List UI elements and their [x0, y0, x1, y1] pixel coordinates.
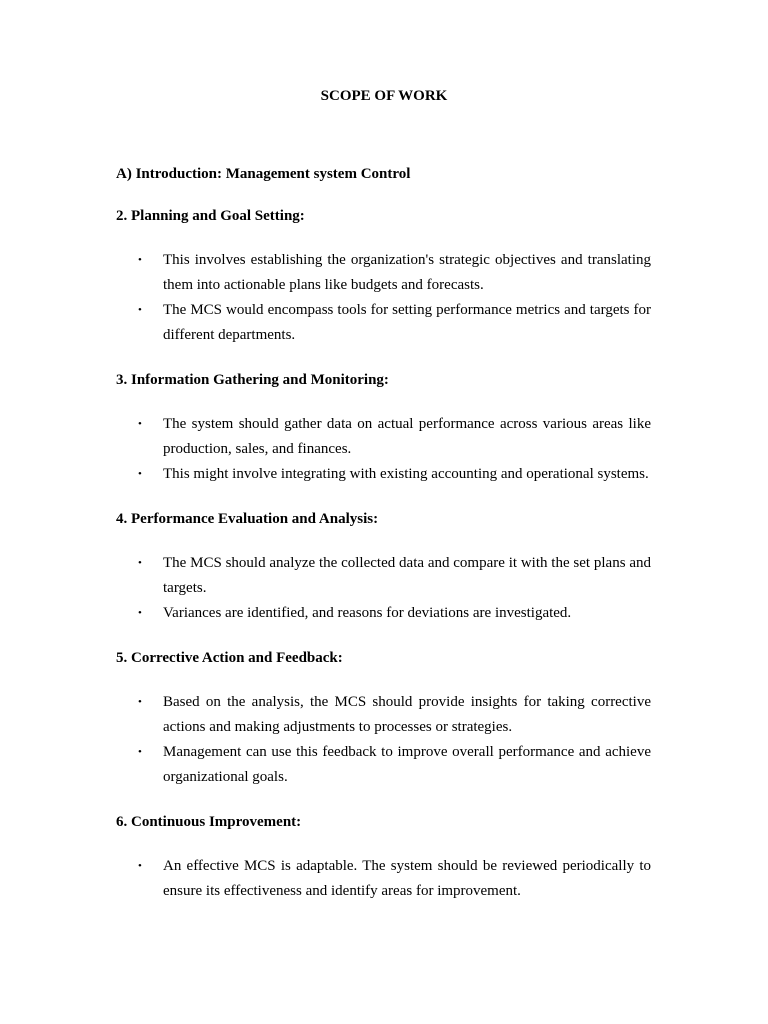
- list-item: [116, 854, 651, 904]
- section-planning: [116, 206, 651, 348]
- bullet-icon: •: [138, 860, 142, 872]
- list-item-text: Management can use this feedback to improve overall performance and achieve organizational goals.: [163, 744, 651, 785]
- section-performance-evaluation: [116, 509, 651, 626]
- bullet-list: [116, 412, 651, 487]
- list-item-text: The system should gather data on actual performance across various areas like production, sales, and finances.: [163, 416, 651, 457]
- bullet-list: [116, 248, 651, 348]
- list-item-text: The MCS should analyze the collected data and compare it with the set plans and targets.: [163, 555, 651, 596]
- list-item: [116, 740, 651, 790]
- list-item: [116, 412, 651, 462]
- section-heading: 4. Performance Evaluation and Analysis:: [116, 511, 379, 527]
- bullet-icon: •: [138, 696, 142, 708]
- section-heading: 3. Information Gathering and Monitoring:: [116, 372, 389, 388]
- list-item-text: This involves establishing the organization's strategic objectives and translating them into actionable plans like budgets and forecasts.: [163, 252, 651, 293]
- list-item: [116, 248, 651, 298]
- list-item: [116, 551, 651, 601]
- list-item: [116, 462, 651, 487]
- list-item-text: This might involve integrating with existing accounting and operational systems.: [163, 466, 649, 482]
- document-title: SCOPE OF WORK: [320, 88, 448, 104]
- bullet-icon: •: [138, 418, 142, 430]
- section-heading: 6. Continuous Improvement:: [116, 814, 302, 830]
- bullet-icon: •: [138, 746, 142, 758]
- list-item: [116, 690, 651, 740]
- list-item-text: An effective MCS is adaptable. The system should be reviewed periodically to ensure its effectiveness and identify areas for improvement.: [163, 858, 651, 899]
- bullet-list: [116, 551, 651, 626]
- list-item: [116, 298, 651, 348]
- list-item-text: Based on the analysis, the MCS should provide insights for taking corrective actions and making adjustments to processes or strategies.: [163, 694, 651, 735]
- bullet-icon: •: [138, 304, 142, 316]
- section-heading: 5. Corrective Action and Feedback:: [116, 650, 343, 666]
- list-item-text: Variances are identified, and reasons for deviations are investigated.: [163, 605, 572, 621]
- document-body: [116, 164, 651, 926]
- section-heading: 2. Planning and Goal Setting:: [116, 208, 305, 224]
- section-information-gathering: [116, 370, 651, 487]
- bullet-list: [116, 690, 651, 790]
- bullet-icon: •: [138, 607, 142, 619]
- bullet-icon: •: [138, 254, 142, 266]
- bullet-list: [116, 854, 651, 904]
- list-item-text: The MCS would encompass tools for setting performance metrics and targets for different departments.: [163, 302, 651, 343]
- list-item: [116, 601, 651, 626]
- bullet-icon: •: [138, 468, 142, 480]
- section-continuous-improvement: [116, 812, 651, 904]
- section-corrective-action: [116, 648, 651, 790]
- intro-heading: A) Introduction: Management system Control: [116, 166, 411, 182]
- bullet-icon: •: [138, 557, 142, 569]
